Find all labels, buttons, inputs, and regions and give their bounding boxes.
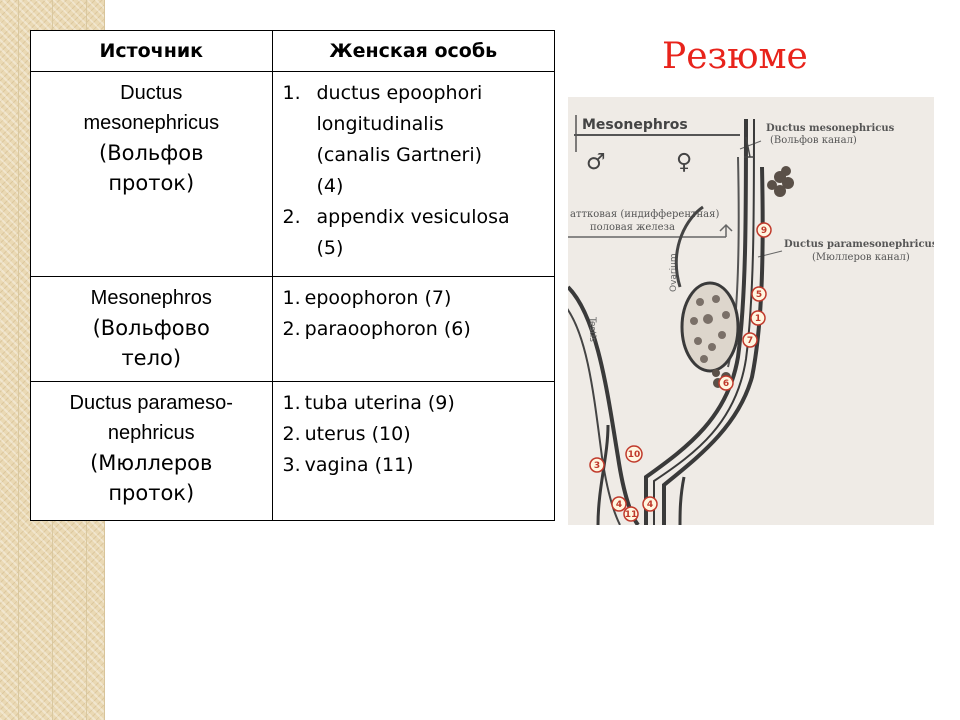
- duct-mesonephricus-label: Ductus mesonephricus: [766, 123, 895, 134]
- list-item: [283, 388, 547, 419]
- source-russian-line: (Мюллеров: [90, 451, 213, 475]
- list-item-line: appendix vesiculosa: [316, 206, 510, 228]
- list-number: 1.: [282, 82, 301, 104]
- diagram-svg: [568, 97, 934, 525]
- source-latin-line: mesonephricus: [83, 112, 220, 134]
- duct-paramesonephricus-ru-label: (Мюллеров канал): [812, 252, 910, 263]
- list-number: 1.: [282, 392, 301, 414]
- marker-3: [590, 458, 604, 472]
- source-cell: [31, 382, 273, 521]
- mesonephros-label: Mesonephros: [582, 117, 688, 133]
- source-cell: [31, 277, 273, 382]
- female-symbol-icon: ♀: [676, 150, 693, 175]
- column-header-source: Источник: [31, 31, 273, 72]
- table-row: [31, 72, 555, 277]
- list-number: 2.: [282, 318, 301, 340]
- list-item-text: epoophoron (7): [304, 287, 452, 309]
- list-item-line: ductus epoophori: [316, 82, 483, 104]
- gonad-label-line1: аттковая (индифферентная): [570, 209, 720, 220]
- list-number: 2.: [282, 206, 301, 228]
- source-latin-line: Ductus: [120, 82, 183, 104]
- list-item: [283, 450, 547, 481]
- slide-title: Резюме: [662, 36, 808, 77]
- svg-text:3: 3: [593, 461, 601, 471]
- list-item-line: (canalis Gartneri): [316, 144, 483, 166]
- list-item-text: tuba uterina (9): [304, 392, 455, 414]
- list-number: 1.: [282, 287, 301, 309]
- female-cell: [272, 277, 555, 382]
- female-derivatives-list: [283, 78, 547, 264]
- list-number: 2.: [282, 423, 301, 445]
- ovary-shape: [682, 283, 738, 371]
- list-item: [283, 314, 547, 345]
- marker-4-right: [643, 497, 657, 511]
- svg-text:4: 4: [646, 500, 654, 510]
- male-symbol-icon: ♂: [586, 150, 606, 175]
- summary-table: [30, 30, 555, 521]
- list-item-text: vagina (11): [304, 454, 414, 476]
- female-cell: [272, 382, 555, 521]
- svg-text:1: 1: [754, 314, 762, 324]
- list-item: [283, 283, 547, 314]
- marker-7: [743, 333, 757, 347]
- source-russian-line: проток): [108, 481, 195, 505]
- source-russian-line: тело): [121, 346, 182, 370]
- testis-label: Testis: [587, 317, 597, 342]
- marker-1: [751, 311, 765, 325]
- source-latin-line: Mesonephros: [90, 287, 212, 309]
- svg-text:7: 7: [746, 336, 754, 346]
- svg-text:11: 11: [624, 510, 638, 520]
- marker-6: [719, 376, 733, 390]
- svg-text:6: 6: [722, 379, 730, 389]
- source-latin-line: nephricus: [107, 422, 195, 444]
- svg-text:4: 4: [615, 500, 623, 510]
- svg-text:9: 9: [760, 226, 768, 236]
- list-item: [283, 78, 547, 202]
- duct-mesonephricus-ru-label: (Вольфов канал): [770, 135, 857, 146]
- list-item-line: (4): [316, 175, 344, 197]
- table-row: [31, 382, 555, 521]
- marker-11: [624, 507, 638, 521]
- ovarium-label: Ovarium: [669, 253, 679, 292]
- marker-4-left: [612, 497, 626, 511]
- table-row: [31, 277, 555, 382]
- list-item-text: paraoophoron (6): [304, 318, 471, 340]
- marker-10: [626, 446, 642, 462]
- list-item-text: uterus (10): [304, 423, 411, 445]
- duct-paramesonephricus-label: Ductus paramesonephricus: [784, 239, 934, 250]
- table-header-row: [31, 31, 555, 72]
- source-cell: [31, 72, 273, 277]
- female-derivatives-list: [283, 283, 547, 345]
- source-russian-line: (Вольфов: [99, 141, 204, 165]
- source-russian-line: (Вольфово: [92, 316, 210, 340]
- embryology-diagram: [568, 97, 934, 525]
- female-derivatives-list: [283, 388, 547, 481]
- list-item-line: (5): [316, 237, 344, 259]
- marker-5: [752, 287, 766, 301]
- list-item: [283, 202, 547, 264]
- gonad-label-line2: половая железа: [590, 222, 675, 233]
- list-item: [283, 419, 547, 450]
- list-item-line: longitudinalis: [316, 113, 444, 135]
- svg-text:10: 10: [627, 450, 641, 460]
- list-number: 3.: [282, 454, 301, 476]
- source-latin-line: Ductus parameso-: [69, 392, 233, 414]
- female-cell: [272, 72, 555, 277]
- marker-9: [757, 223, 771, 237]
- column-header-female: Женская особь: [272, 31, 555, 72]
- svg-text:5: 5: [755, 290, 763, 300]
- source-russian-line: проток): [108, 171, 195, 195]
